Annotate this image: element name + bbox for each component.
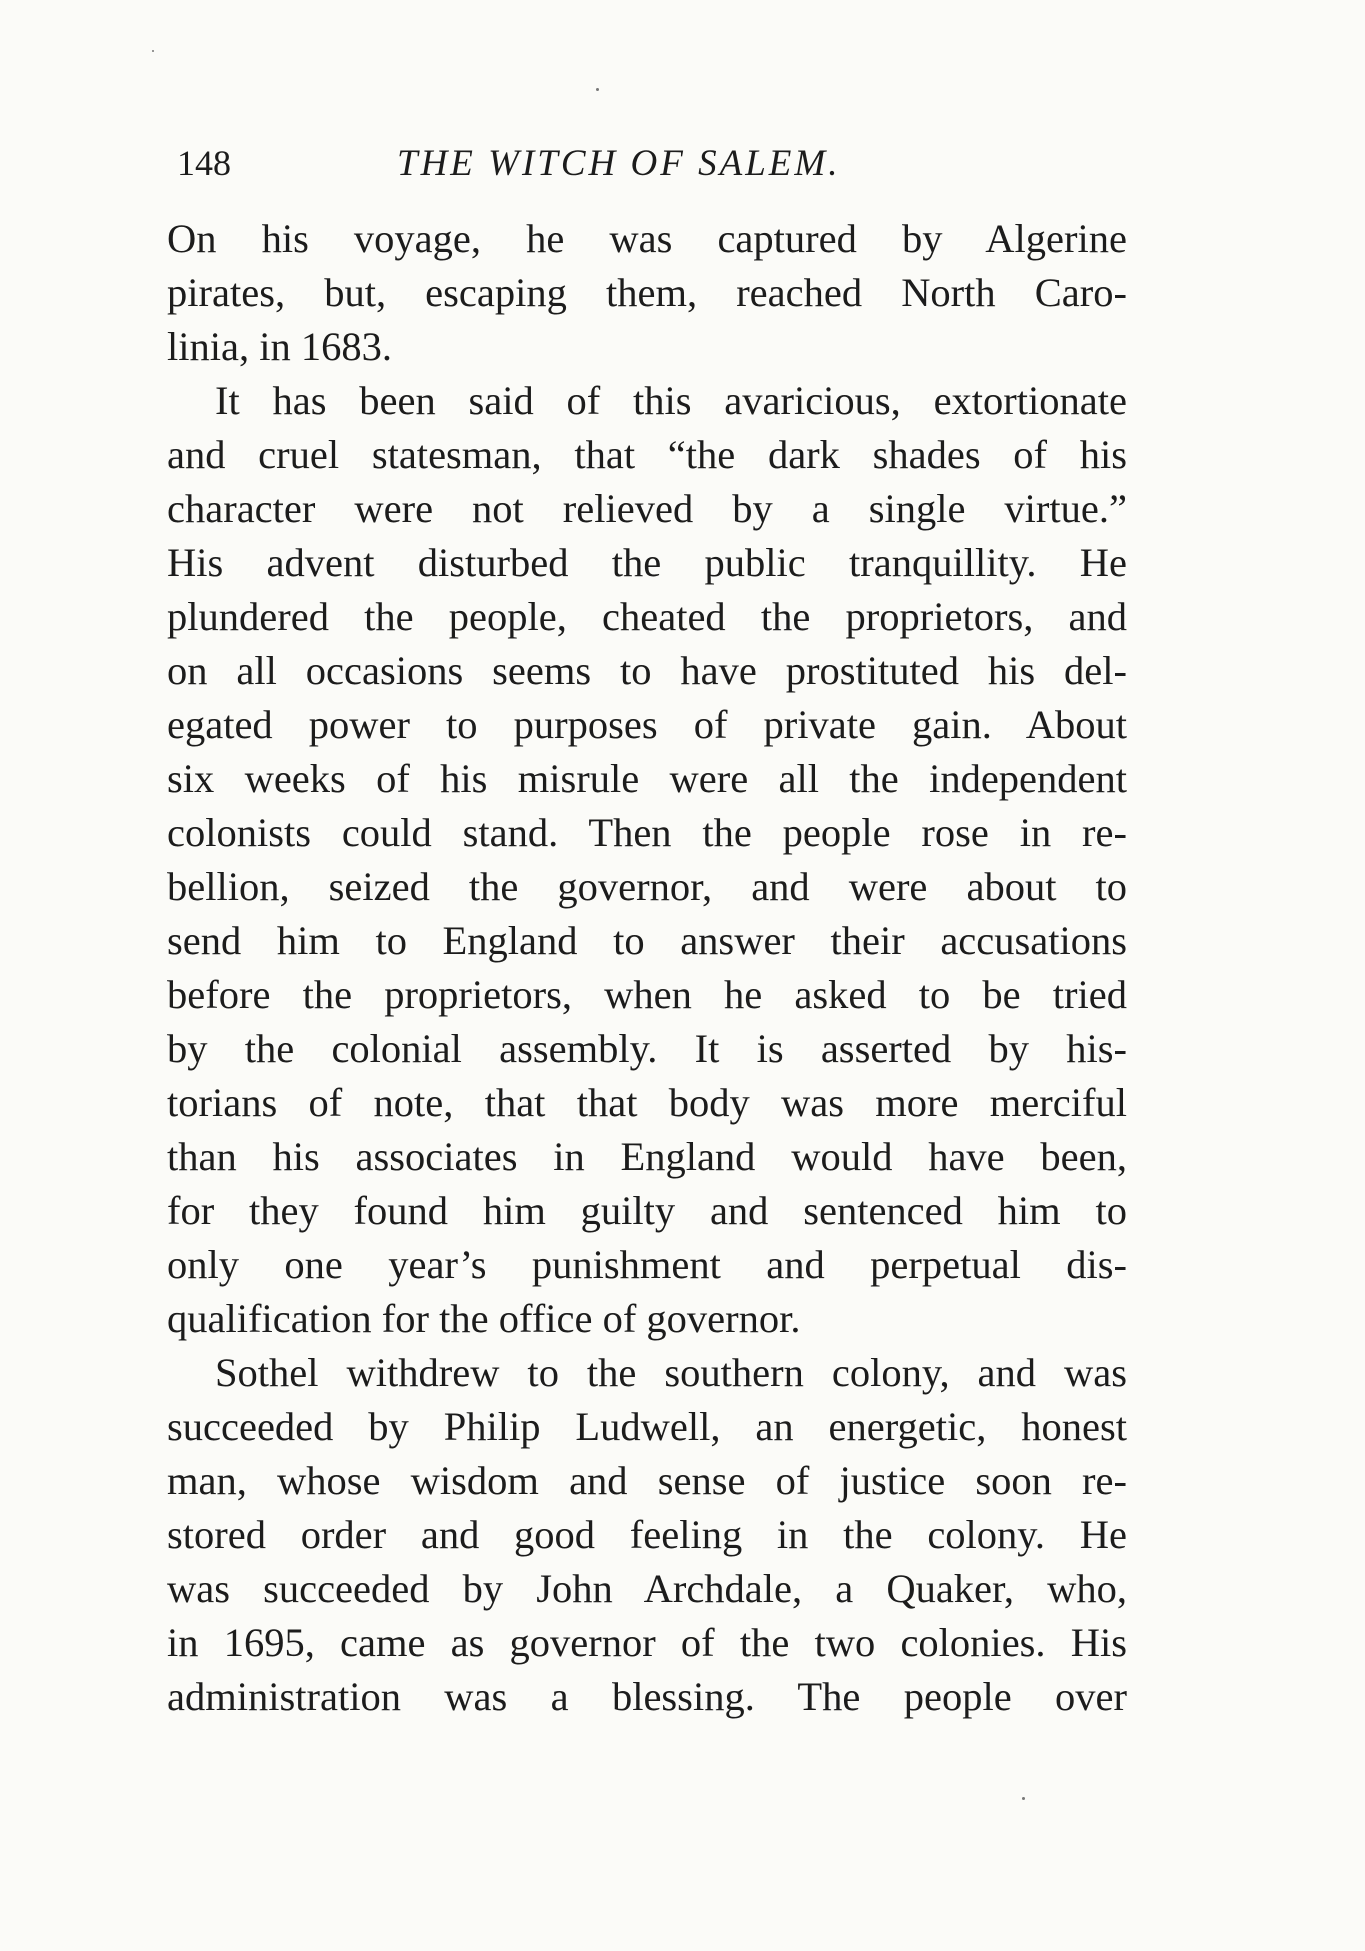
text-line: for they found him guilty and sentenced him to [167,1188,1127,1233]
text-line: egated power to purposes of private gain. About [167,702,1127,747]
text-line: torians of note, that that body was more merciful [167,1080,1127,1125]
text-line: It has been said of this avaricious, extortionate [215,378,1127,423]
text-line: succeeded by Philip Ludwell, an energetic, honest [167,1404,1127,1449]
text-line: administration was a blessing. The people over [167,1674,1127,1719]
text-line: man, whose wisdom and sense of justice soon re- [167,1458,1127,1503]
text-line: before the proprietors, when he asked to be tried [167,972,1127,1017]
text-line: bellion, seized the governor, and were about to [167,864,1127,909]
text-line: and cruel statesman, that “the dark shades of his [167,432,1127,477]
text-line: His advent disturbed the public tranquillity. He [167,540,1127,585]
body-text [167,212,1127,1724]
paragraph-2 [167,374,1127,1346]
paper-speck [1022,1797,1025,1800]
paragraph-1 [167,212,1127,374]
text-line: qualification for the office of governor. [167,1296,801,1341]
text-line: stored order and good feeling in the colony. He [167,1512,1127,1557]
text-line: than his associates in England would have been, [167,1134,1127,1179]
text-line: by the colonial assembly. It is asserted by his- [167,1026,1127,1071]
paper-speck [152,50,154,52]
text-line: only one year’s punishment and perpetual dis- [167,1242,1127,1287]
text-line: was succeeded by John Archdale, a Quaker, who, [167,1566,1127,1611]
paragraph-3 [167,1346,1127,1724]
text-line: six weeks of his misrule were all the independent [167,756,1127,801]
text-line: character were not relieved by a single virtue.” [167,486,1127,531]
running-title: THE WITCH OF SALEM. [397,143,841,184]
text-line: on all occasions seems to have prostituted his del- [167,648,1127,693]
text-line: send him to England to answer their accusations [167,918,1127,963]
page-header [167,138,1127,188]
text-line: Sothel withdrew to the southern colony, and was [215,1350,1127,1395]
text-line: On his voyage, he was captured by Algerine [167,216,1127,261]
text-line: colonists could stand. Then the people rose in re- [167,810,1127,855]
text-line: pirates, but, escaping them, reached North Caro- [167,270,1127,315]
page-number: 148 [177,143,231,183]
text-line: in 1695, came as governor of the two colonies. His [167,1620,1127,1665]
text-line: plundered the people, cheated the proprietors, and [167,594,1127,639]
text-line: linia, in 1683. [167,324,392,369]
paper-speck [596,88,599,91]
